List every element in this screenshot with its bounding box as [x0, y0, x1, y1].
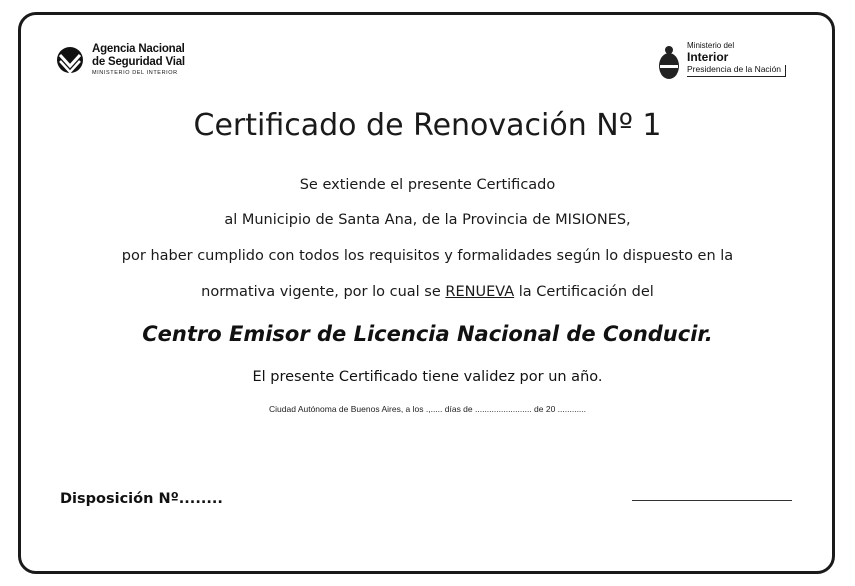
ansv-logo — [56, 44, 185, 77]
ansv-emblem-icon — [56, 44, 84, 76]
date-line: Ciudad Autónoma de Buenos Aires, a los .,..... días de ........................ de 20 ............ — [268, 404, 587, 414]
body-line-2: al Municipio de Santa Ana, de la Provincia de MISIONES, — [224, 212, 631, 228]
coat-of-arms-icon — [657, 44, 681, 82]
body-line-1: Se extiende el presente Certificado — [299, 177, 556, 193]
center-emisor-title: Centro Emisor de Licencia Nacional de Conducir. — [142, 322, 713, 346]
signature-line — [632, 500, 792, 501]
renueva-word: RENUEVA — [445, 284, 515, 300]
ansv-name-line1: Agencia Nacional — [92, 43, 185, 55]
ministry-line1: Ministerio del — [687, 41, 735, 50]
body-line-4-pre: normativa vigente, por lo cual se — [201, 284, 446, 300]
validity-statement: El presente Certificado tiene validez por un año. — [252, 369, 603, 385]
ansv-name-line2: de Seguridad Vial — [92, 55, 185, 68]
body-line-4-post: la Certificación del — [514, 284, 654, 300]
ministry-line3: Presidencia de la Nación — [687, 65, 786, 77]
body-line-3: por haber cumplido con todos los requisitos y formalidades según lo dispuesto en la — [121, 248, 734, 264]
body-line-4 — [0, 284, 855, 300]
ministerio-logo — [657, 42, 786, 82]
ansv-ministry: MINISTERIO DEL INTERIOR — [92, 70, 178, 76]
disposicion-number: Disposición Nº........ — [60, 491, 223, 507]
ministry-line2: Interior — [687, 50, 729, 64]
certificate-title: Certificado de Renovación Nº 1 — [193, 108, 662, 143]
